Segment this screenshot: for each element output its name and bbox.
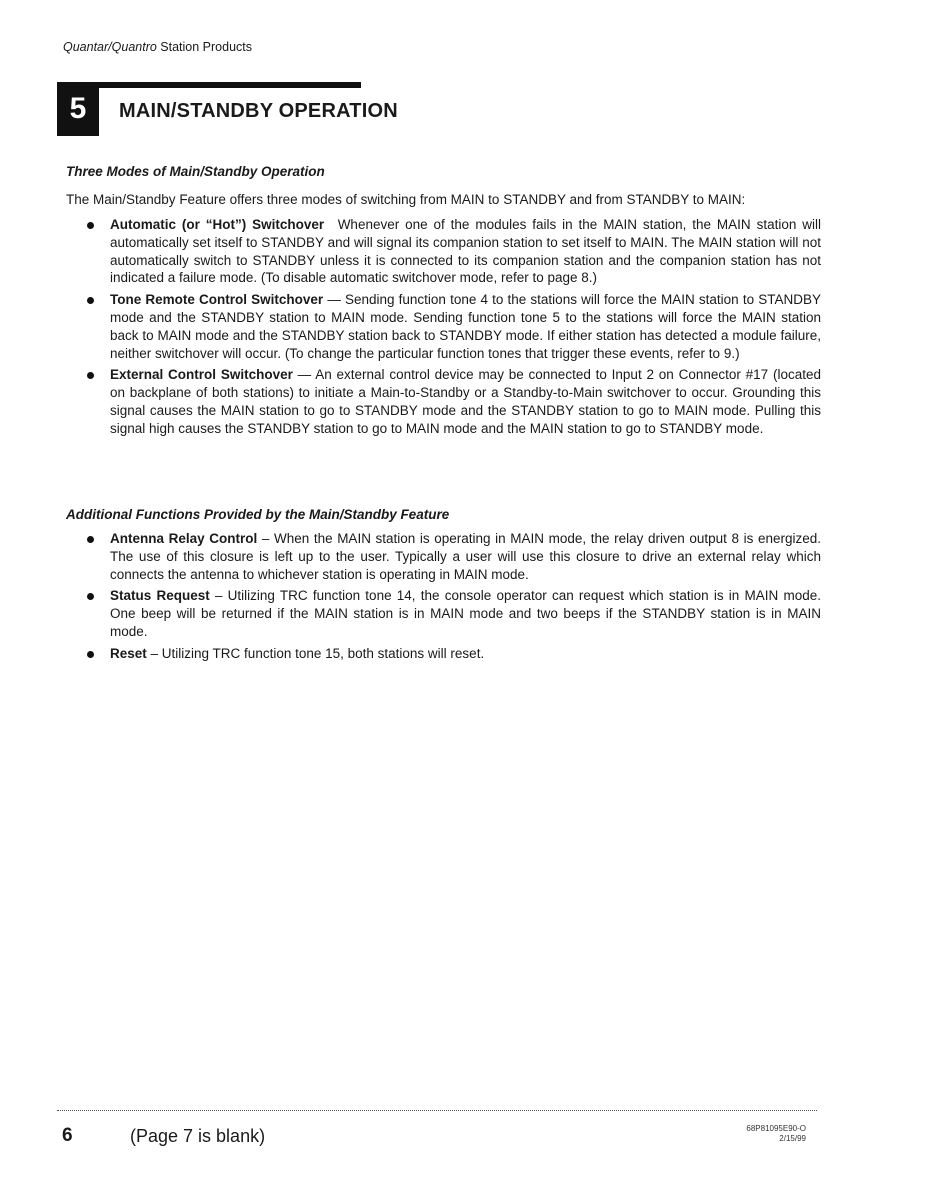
section-intro: The Main/Standby Feature offers three modes of switching from MAIN to STANDBY and from STANDBY to MAIN: [66,192,746,207]
page-number: 6 [62,1125,73,1146]
list-item [86,587,821,640]
item-text: – When the MAIN station is operating in MAIN mode, the relay driven output 8 is energized. The use of this closure is left up to the user. Typically a user will use this closure to drive an external relay which connects the antenna to whichever station is operating in MAIN mode. [110,531,822,582]
item-term: Antenna Relay Control [110,531,258,546]
product-name: Quantar/Quantro [63,40,157,54]
blank-page-note: (Page 7 is blank) [130,1126,266,1146]
item-text: — Sending function tone 4 to the stations will force the MAIN station to STANDBY mode and the STANDBY station to MAIN mode. Sending function tone 5 to the stations will force the MAIN station back to MAIN mode and the STANDBY station back to STANDBY mode. If either station has detected a module failure, neither switchover will occur. (To change the particular function tones that trigger these events, refer to 9.) [110,292,821,361]
section-heading-modes: Three Modes of Main/Standby Operation [66,164,325,179]
list-item [86,530,821,583]
item-text: – Utilizing TRC function tone 14, the console operator can request which station is in MAIN mode. One beep will be returned if the MAIN station is in MAIN mode and two beeps if the STANDBY station is in MAIN mode. [110,588,821,639]
running-header [63,40,252,54]
item-term: Automatic (or “Hot”) Switchover [110,217,325,232]
chapter-number-tab: 5 [57,82,99,136]
item-term: Status Request [110,588,210,604]
modes-list [86,216,821,442]
item-term: Tone Remote Control Switchover [110,292,324,308]
functions-list [86,530,821,667]
chapter-rule [57,82,361,88]
item-text: — An external control device may be connected to Input 2 on Connector #17 (located on backplane of both stations) to initiate a Main-to-Standby or a Standby-to-Main switchover to occur. Grounding this signal causes the MAIN station to go to STANDBY mode and the STANDBY station to go to MAIN mode. Pulling this signal high causes the STANDBY station to go to MAIN mode and the MAIN station to go to STANDBY mode. [110,367,821,436]
bullet-icon [87,222,94,229]
section-heading-additional: Additional Functions Provided by the Main/Standby Feature [66,507,450,522]
chapter-title: MAIN/STANDBY OPERATION [119,100,398,122]
bullet-icon [87,593,94,600]
bullet-icon [87,536,94,543]
document-date: 2/15/99 [779,1134,806,1143]
list-item [86,645,821,663]
list-item [86,366,821,437]
bullet-icon [87,651,94,658]
bullet-icon [87,297,94,304]
item-term: External Control Switchover [110,367,293,383]
list-item [86,216,821,287]
item-term: Reset [110,645,147,661]
item-text: Whenever one of the modules fails in the MAIN station, the MAIN station will automatically set itself to STANDBY and will signal its companion station to set itself to MAIN. The MAIN station will not automatically switch to STANDBY unless it is connected to its companion station and the companion station has not indicated a failure mode. (To disable automatic switchover mode, refer to page 8.) [110,217,821,286]
item-text: – Utilizing TRC function tone 15, both stations will reset. [146,645,485,661]
document-id-block [746,1124,806,1144]
list-item [86,291,821,362]
footer-divider [57,1110,817,1111]
bullet-icon [87,372,94,379]
product-suffix: Station Products [156,40,253,54]
document-id: 68P81095E90-O [746,1124,806,1133]
